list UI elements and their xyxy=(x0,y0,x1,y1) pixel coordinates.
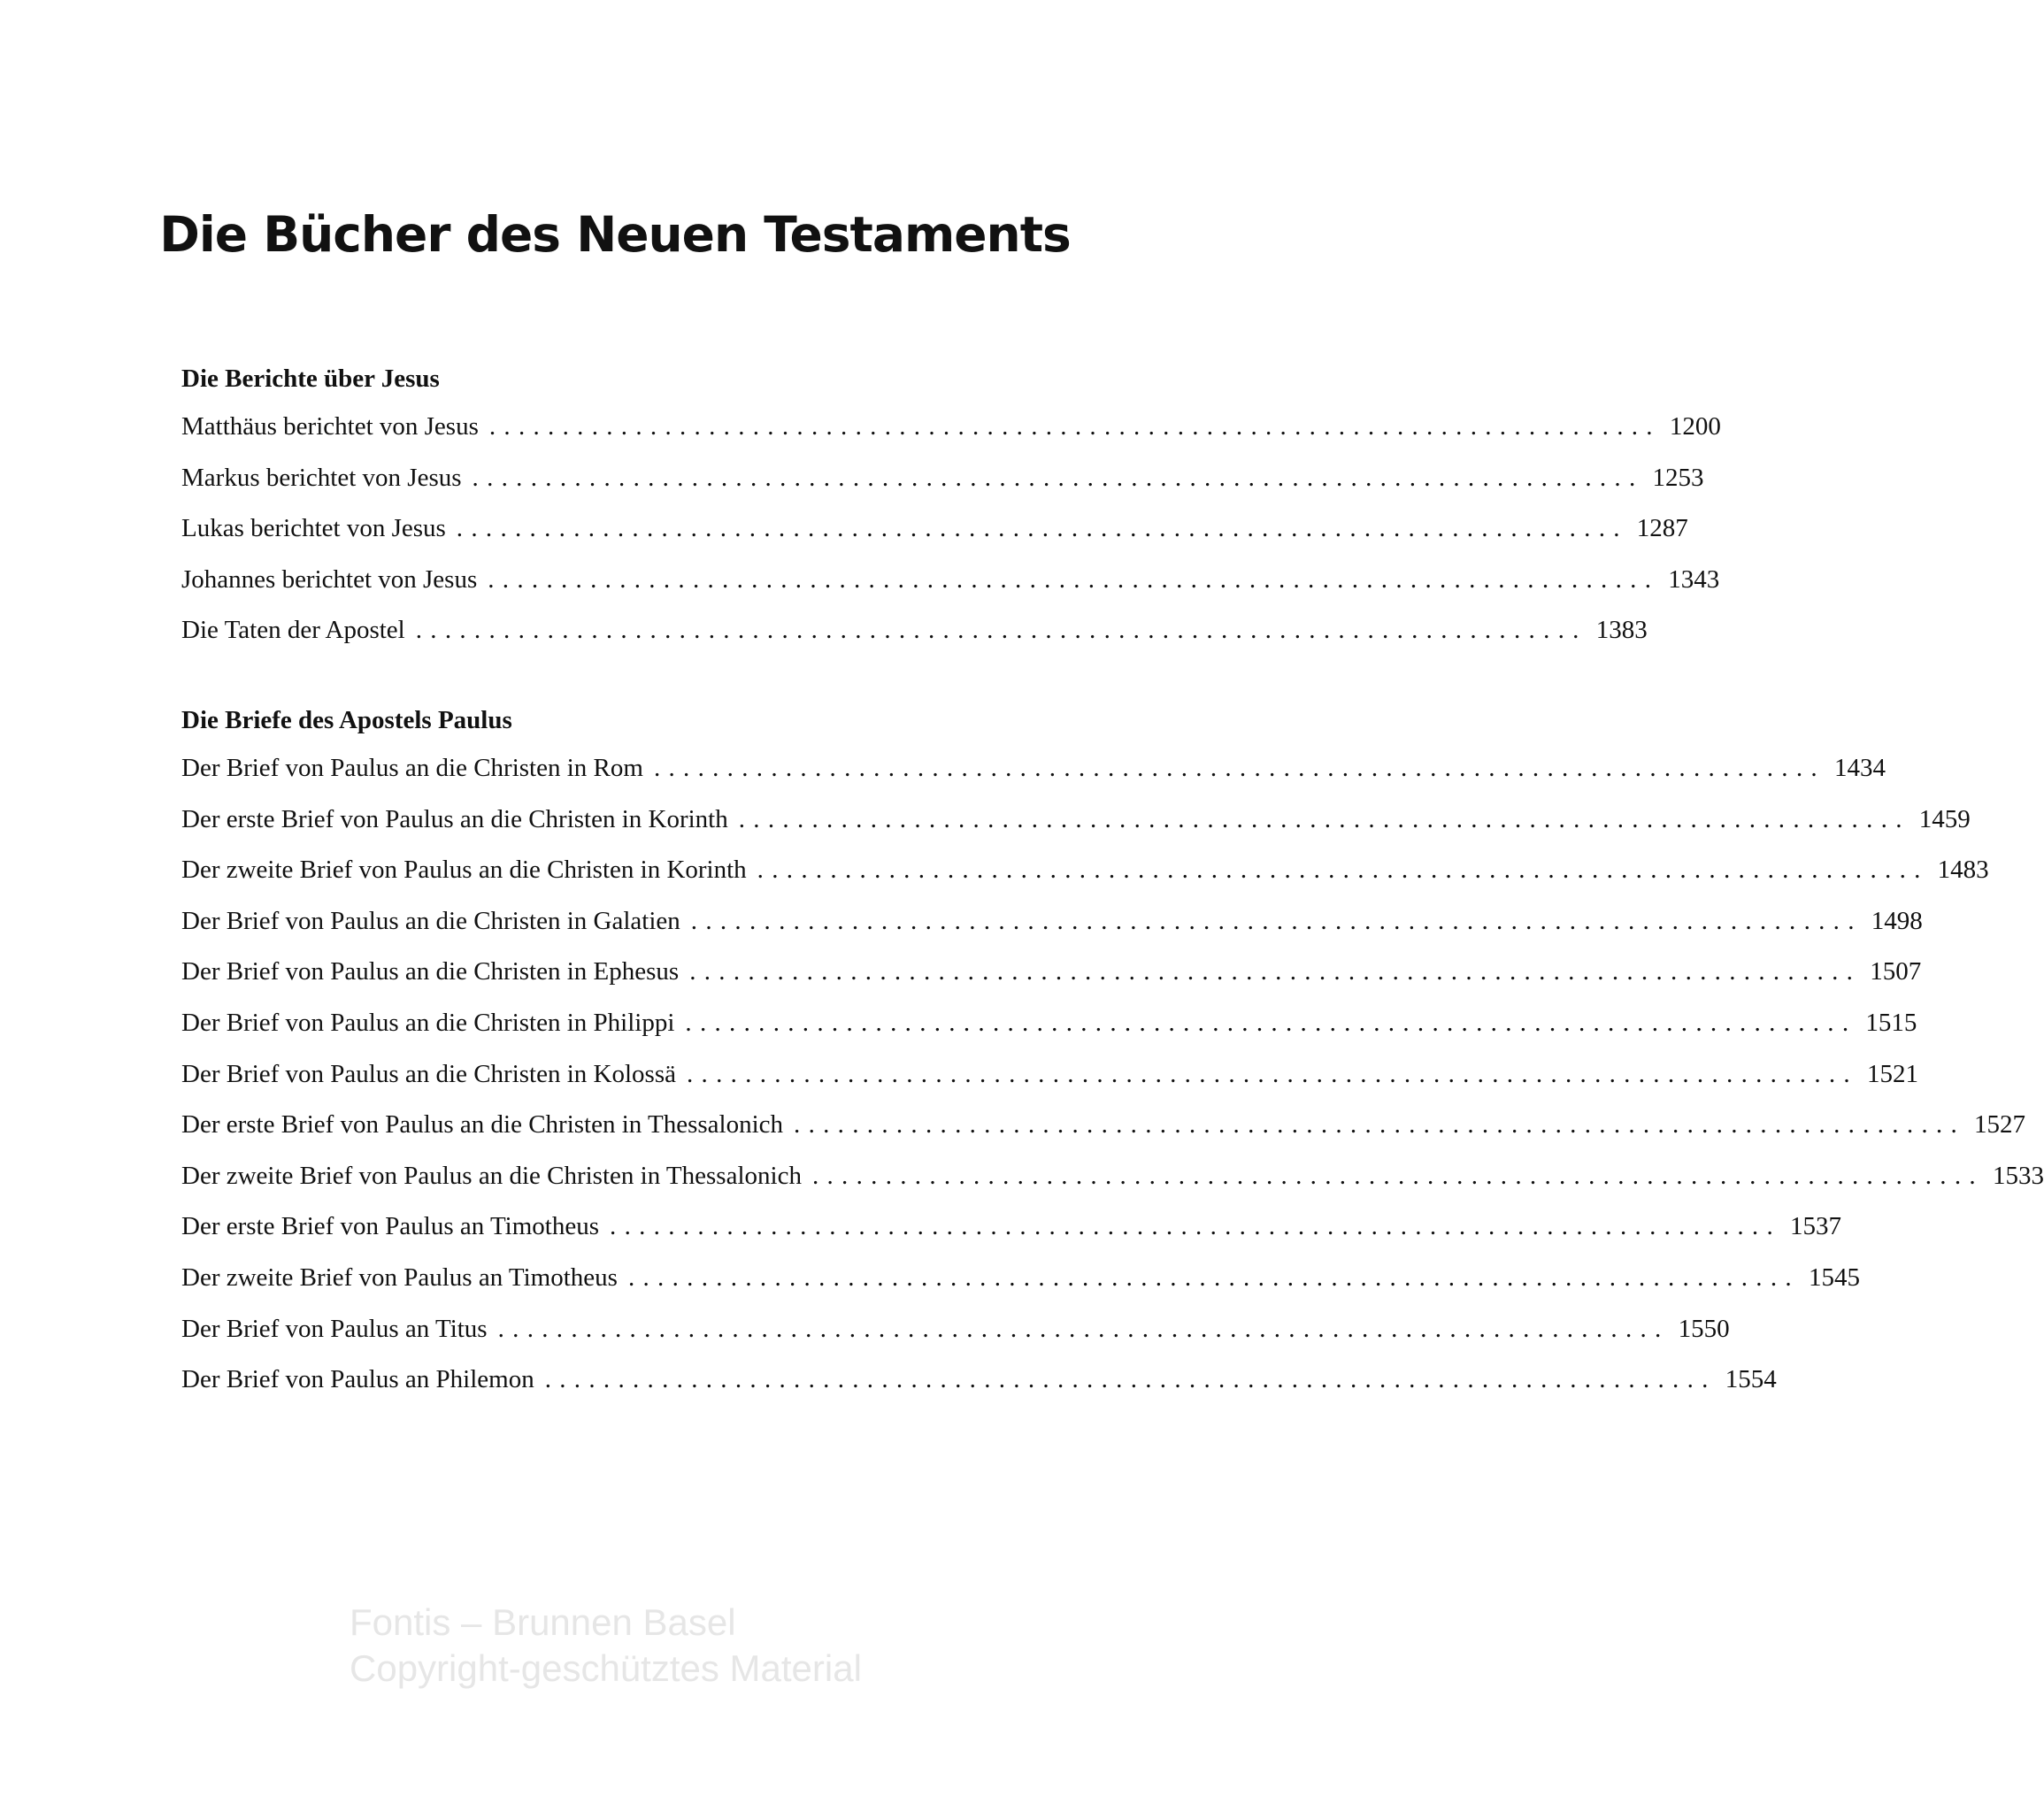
entry-title: Markus berichtet von Jesus xyxy=(181,463,462,492)
dot-leader: ................................................................................ xyxy=(544,1365,1717,1394)
dot-leader: ................................................................................ xyxy=(738,804,1910,833)
toc-entry xyxy=(181,1161,2044,1213)
toc-entry xyxy=(181,1110,2026,1162)
entry-title: Der Brief von Paulus an die Christen in Galatien xyxy=(181,906,680,935)
entry-page-number: 1253 xyxy=(1652,463,1704,492)
entry-title: Der erste Brief von Paulus an die Christen in Korinth xyxy=(181,804,728,833)
entry-page-number: 1554 xyxy=(1725,1365,1777,1394)
dot-leader: ................................................................................ xyxy=(627,1263,1800,1292)
dot-leader: ................................................................................ xyxy=(685,1008,1857,1037)
entry-title: Der Brief von Paulus an die Christen in Philippi xyxy=(181,1008,675,1037)
table-of-contents xyxy=(181,361,2044,1416)
entry-page-number: 1545 xyxy=(1808,1263,1860,1292)
toc-entry xyxy=(181,753,1886,805)
entry-page-number: 1343 xyxy=(1668,564,1720,594)
watermark-line: Copyright-geschütztes Material xyxy=(350,1647,862,1689)
dot-leader: ................................................................................ xyxy=(415,616,1587,645)
entry-page-number: 1459 xyxy=(1918,804,1971,833)
dot-leader: ................................................................................ xyxy=(488,412,1661,441)
entry-title: Der zweite Brief von Paulus an Timotheus xyxy=(181,1263,618,1292)
watermark-line: Fontis – Brunnen Basel xyxy=(350,1601,736,1643)
dot-leader: ................................................................................ xyxy=(456,514,1628,543)
entry-title: Die Taten der Apostel xyxy=(181,616,405,645)
entry-page-number: 1515 xyxy=(1865,1008,1917,1037)
entry-title: Matthäus berichtet von Jesus xyxy=(181,412,479,441)
dot-leader: ................................................................................ xyxy=(610,1212,1782,1241)
toc-entry xyxy=(181,1365,1777,1416)
entry-page-number: 1533 xyxy=(1992,1161,2044,1190)
entry-page-number: 1434 xyxy=(1833,753,1886,782)
dot-leader: ................................................................................ xyxy=(497,1314,1670,1343)
toc-entry xyxy=(181,564,1720,617)
entry-page-number: 1498 xyxy=(1871,906,1923,935)
page-title: Die Bücher des Neuen Testaments xyxy=(159,206,1071,263)
entry-title: Der erste Brief von Paulus an Timotheus xyxy=(181,1212,600,1241)
entry-page-number: 1550 xyxy=(1678,1314,1730,1343)
dot-leader: ................................................................................ xyxy=(794,1110,1966,1140)
dot-leader: ................................................................................ xyxy=(653,753,1825,782)
dot-leader: ................................................................................ xyxy=(488,564,1660,594)
entry-title: Johannes berichtet von Jesus xyxy=(181,564,478,594)
entry-page-number: 1507 xyxy=(1870,957,1922,986)
dot-leader: ................................................................................ xyxy=(690,906,1863,935)
toc-entry xyxy=(181,514,1688,565)
entry-title: Der Brief von Paulus an Titus xyxy=(181,1314,488,1343)
entry-title: Der zweite Brief von Paulus an die Christen in Thessalonich xyxy=(181,1161,802,1190)
entry-title: Der Brief von Paulus an die Christen in Rom xyxy=(181,753,643,782)
entry-page-number: 1537 xyxy=(1790,1212,1842,1241)
toc-entry xyxy=(181,616,1648,667)
entry-title: Der Brief von Paulus an die Christen in Ephesus xyxy=(181,957,680,986)
toc-entry xyxy=(181,1212,1842,1263)
entry-page-number: 1527 xyxy=(1974,1110,2026,1140)
entry-page-number: 1483 xyxy=(1937,856,1989,885)
toc-section-briefe xyxy=(181,702,2044,1416)
entry-page-number: 1383 xyxy=(1595,616,1648,645)
entry-title: Der Brief von Paulus an Philemon xyxy=(181,1365,534,1394)
toc-entry xyxy=(181,1263,1860,1315)
entry-title: Der Brief von Paulus an die Christen in Kolossä xyxy=(181,1059,676,1088)
toc-entry xyxy=(181,412,1721,464)
toc-entry xyxy=(181,856,1989,907)
dot-leader: ................................................................................ xyxy=(686,1059,1858,1088)
entry-title: Lukas berichtet von Jesus xyxy=(181,514,446,543)
toc-entry xyxy=(181,1008,1917,1060)
dot-leader: ................................................................................ xyxy=(472,463,1644,492)
toc-entry xyxy=(181,1059,1918,1111)
entry-page-number: 1200 xyxy=(1669,412,1721,441)
section-heading: Die Briefe des Apostels Paulus xyxy=(181,705,512,734)
entry-title: Der erste Brief von Paulus an die Christen in Thessalonich xyxy=(181,1110,784,1140)
section-spacer xyxy=(181,667,1049,702)
toc-entry xyxy=(181,906,1923,958)
toc-entry xyxy=(181,804,1971,856)
toc-entry xyxy=(181,957,1922,1009)
entry-title: Der zweite Brief von Paulus an die Christen in Korinth xyxy=(181,856,747,885)
entry-page-number: 1521 xyxy=(1866,1059,1918,1088)
toc-entry xyxy=(181,463,1704,515)
dot-leader: ................................................................................ xyxy=(757,856,1929,885)
entry-page-number: 1287 xyxy=(1636,514,1688,543)
dot-leader: ................................................................................ xyxy=(811,1161,1984,1190)
section-heading: Die Berichte über Jesus xyxy=(181,365,440,393)
copyright-watermark xyxy=(350,1600,862,1692)
toc-section-berichte xyxy=(181,361,1721,667)
dot-leader: ................................................................................ xyxy=(689,957,1862,986)
toc-entry xyxy=(181,1314,1730,1366)
